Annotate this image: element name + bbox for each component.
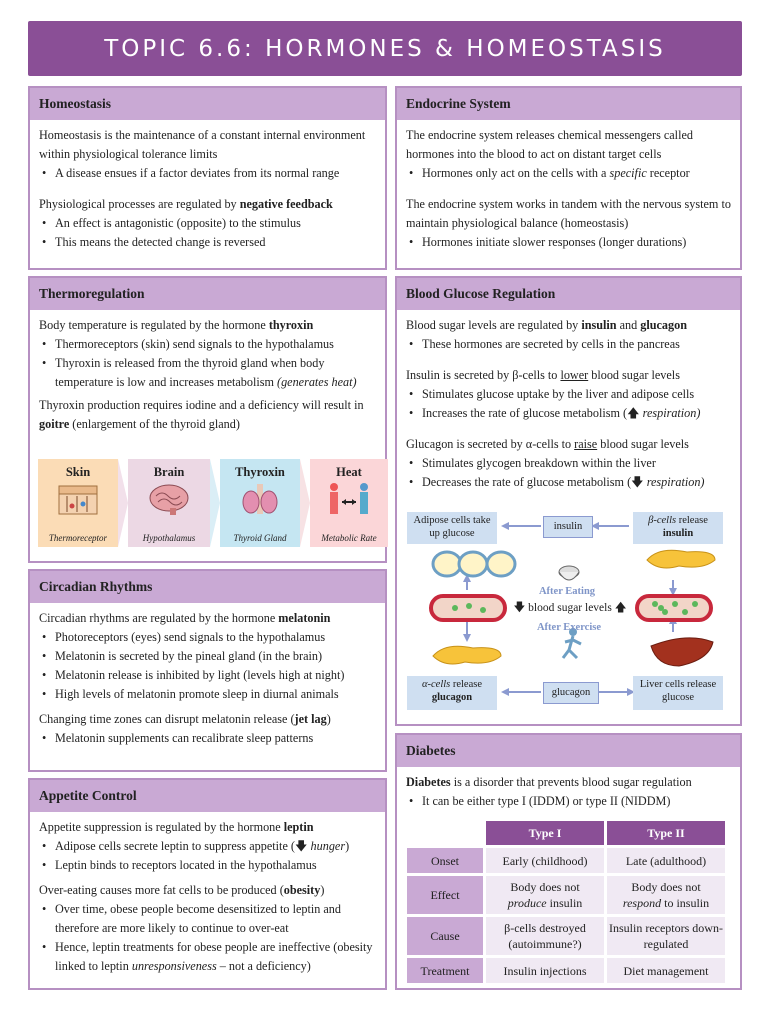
glucagon-box: glucagon [543, 682, 599, 704]
glucose-panel [395, 276, 742, 726]
glucose-bullet: • Decreases the rate of glucose metabolism (🡇 respiration) [406, 473, 731, 492]
brain-icon [146, 482, 192, 516]
circadian-bullet: • Melatonin supplements can recalibrate sleep patterns [39, 729, 376, 748]
thermoregulation-heading: Thermoregulation [30, 278, 385, 310]
glucose-heading: Blood Glucose Regulation [397, 278, 740, 310]
thermoregulation-panel [28, 276, 387, 563]
heat-box: Heat Metabolic Rate [310, 459, 388, 547]
table-cell: Body does not respond to insulin [607, 876, 725, 914]
appetite-panel [28, 778, 387, 990]
circadian-intro: Circadian rhythms are regulated by the hormone melatonin [39, 611, 331, 625]
table-header-row [407, 821, 725, 845]
skin-box: Skin Thermoreceptor [38, 459, 118, 547]
jet-lag-text: Changing time zones can disrupt melatonin release (jet lag) [39, 712, 331, 726]
adipose-box: Adipose cells take up glucose [407, 512, 497, 544]
table-cell: Insulin receptors down-regulated [607, 917, 725, 955]
homeostasis-panel [28, 86, 387, 270]
homeostasis-heading: Homeostasis [30, 88, 385, 120]
thermo-intro: Body temperature is regulated by the hormone thyroxin [39, 318, 314, 332]
glucagon-text: Glucagon is secreted by α-cells to raise blood sugar levels [406, 437, 689, 451]
circadian-bullet: • High levels of melatonin promote sleep in diurnal animals [39, 685, 376, 704]
liver-box: Liver cells release glucose [633, 676, 723, 710]
diabetes-intro: Diabetes is a disorder that prevents blood sugar regulation [406, 775, 692, 789]
endocrine-nervous: The endocrine system works in tandem with the nervous system to maintain physiological balance (homeostasis) [406, 197, 731, 230]
circadian-heading: Circadian Rhythms [30, 571, 385, 603]
row-label: Cause [407, 917, 483, 955]
table-cell: Insulin injections [486, 958, 604, 983]
table-row [407, 958, 725, 983]
diabetes-panel [395, 733, 742, 990]
homeostasis-definition: Homeostasis is the maintenance of a constant internal environment within physiological tolerance limits [39, 128, 366, 161]
glucose-bullet: • Increases the rate of glucose metabolism (🡅 respiration) [406, 404, 731, 423]
appetite-heading: Appetite Control [30, 780, 385, 812]
circadian-panel [28, 569, 387, 772]
insulin-box: insulin [543, 516, 593, 538]
alpha-cells-box: α-cells release glucagon [407, 676, 497, 710]
endocrine-definition: The endocrine system releases chemical messengers called hormones into the blood to act on distant target cells [406, 128, 693, 161]
skin-icon [55, 482, 101, 516]
glucose-bullet: • Stimulates glucose uptake by the liver and adipose cells [406, 385, 731, 404]
thermo-goitre: Thyroxin production requires iodine and a deficiency will result in goitre (enlargement of the thyroid gland) [39, 398, 364, 431]
endocrine-bullet: • Hormones only act on the cells with a specific receptor [406, 164, 731, 183]
type-2-header: Type II [607, 821, 725, 845]
table-row [407, 876, 725, 914]
insulin-text: Insulin is secreted by β-cells to lower blood sugar levels [406, 368, 680, 382]
brain-box: Brain Hypothalamus [128, 459, 210, 547]
table-cell: Early (childhood) [486, 848, 604, 873]
circadian-bullet: • Melatonin is secreted by the pineal gland (in the brain) [39, 647, 376, 666]
row-label: Effect [407, 876, 483, 914]
metabolism-icon [324, 482, 374, 516]
glucose-bullet: • These hormones are secreted by cells in the pancreas [406, 335, 731, 354]
table-cell: β-cells destroyed (autoimmune?) [486, 917, 604, 955]
thyroid-icon [237, 482, 283, 516]
homeostasis-bullet: • This means the detected change is reversed [39, 233, 376, 252]
page-title: TOPIC 6.6: HORMONES & HOMEOSTASIS [104, 35, 666, 62]
circadian-bullet: • Melatonin release is inhibited by light (levels high at night) [39, 666, 376, 685]
thyroxin-box: Thyroxin Thyroid Gland [220, 459, 300, 547]
table-cell: Body does not produce insulin [486, 876, 604, 914]
endocrine-panel [395, 86, 742, 270]
diabetes-bullet: • It can be either type I (IDDM) or type II (NIDDM) [406, 792, 731, 811]
diabetes-table [404, 818, 728, 986]
endocrine-heading: Endocrine System [397, 88, 740, 120]
glucose-intro: Blood sugar levels are regulated by insulin and glucagon [406, 318, 687, 332]
thermoregulation-diagram [38, 459, 378, 549]
table-cell: Diet management [607, 958, 725, 983]
after-exercise-label: After Exercise [536, 622, 602, 633]
circadian-bullet: • Photoreceptors (eyes) send signals to the hypothalamus [39, 628, 376, 647]
appetite-bullet: • Hence, leptin treatments for obese people are ineffective (obesity linked to leptin unresponsiveness – not a deficiency) [39, 938, 376, 976]
appetite-intro: Appetite suppression is regulated by the hormone leptin [39, 820, 314, 834]
row-label: Treatment [407, 958, 483, 983]
table-cell: Late (adulthood) [607, 848, 725, 873]
glucose-bullet: • Stimulates glycogen breakdown within the liver [406, 454, 731, 473]
obesity-text: Over-eating causes more fat cells to be produced (obesity) [39, 883, 325, 897]
homeostasis-bullet: • An effect is antagonistic (opposite) to the stimulus [39, 214, 376, 233]
after-eating-label: After Eating [538, 586, 596, 597]
row-label: Onset [407, 848, 483, 873]
glucose-feedback-diagram [397, 504, 740, 716]
endocrine-bullet: • Hormones initiate slower responses (longer durations) [406, 233, 731, 252]
page-title-bar [28, 21, 742, 76]
appetite-bullet: • Leptin binds to receptors located in the hypothalamus [39, 856, 376, 875]
blood-sugar-levels: 🡇 blood sugar levels 🡅 [513, 602, 627, 614]
appetite-bullet: • Over time, obese people become desensitized to leptin and therefore are more likely to continue to over-eat [39, 900, 376, 938]
table-row [407, 917, 725, 955]
homeostasis-bullet: • A disease ensues if a factor deviates from its normal range [39, 164, 376, 183]
thermo-bullet: • Thermoreceptors (skin) send signals to the hypothalamus [39, 335, 376, 354]
diabetes-heading: Diabetes [397, 735, 740, 767]
type-1-header: Type I [486, 821, 604, 845]
appetite-bullet: • Adipose cells secrete leptin to suppress appetite (🡇 hunger) [39, 837, 376, 856]
table-row [407, 848, 725, 873]
thermo-bullet: • Thyroxin is released from the thyroid gland when body temperature is low and increases metabolism (generates heat) [39, 354, 376, 392]
beta-cells-box: β-cells release insulin [633, 512, 723, 544]
homeostasis-feedback: Physiological processes are regulated by negative feedback [39, 197, 333, 211]
